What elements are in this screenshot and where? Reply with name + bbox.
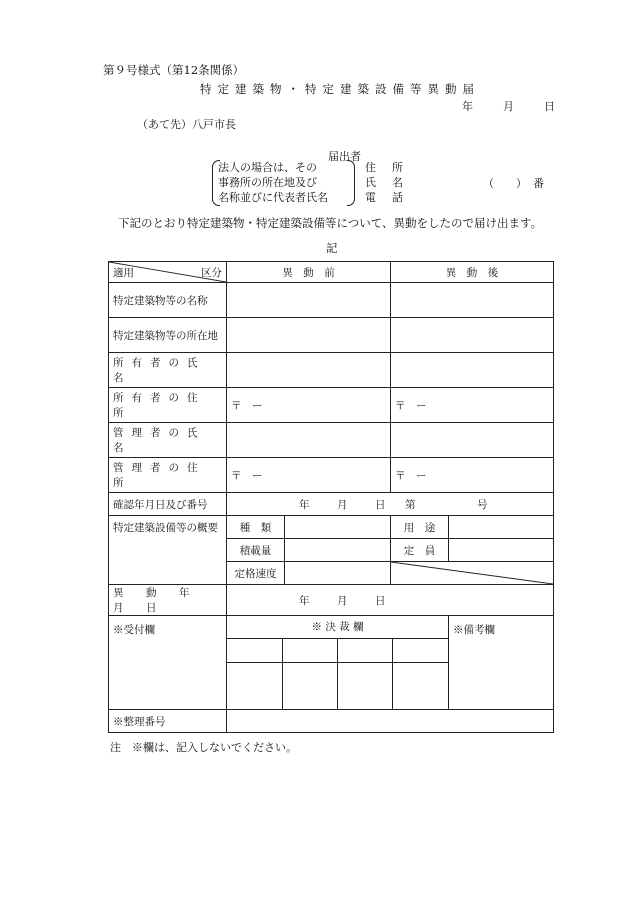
table-row bbox=[109, 283, 554, 318]
confirm-month: 月 bbox=[337, 498, 348, 511]
stamp-box bbox=[393, 638, 448, 662]
confirm-row bbox=[109, 493, 554, 516]
after-value[interactable] bbox=[391, 388, 554, 423]
before-value[interactable] bbox=[227, 353, 391, 388]
diagonal-line bbox=[391, 562, 553, 584]
before-value[interactable] bbox=[227, 388, 391, 423]
stamp-box bbox=[227, 638, 282, 662]
submission-date bbox=[462, 98, 555, 114]
remarks-label: ※備考欄 bbox=[453, 624, 495, 636]
equip-use-label: 用 途 bbox=[391, 516, 449, 539]
equip-use-value[interactable] bbox=[449, 516, 554, 539]
reception-cell bbox=[109, 616, 227, 710]
change-notification-table bbox=[108, 261, 554, 733]
footnote: 注 ※欄は、記入しないでください。 bbox=[110, 741, 297, 754]
date-month-label: 月 bbox=[503, 100, 514, 113]
change-day: 日 bbox=[375, 594, 386, 607]
row-label: 管理者の氏名 bbox=[109, 423, 227, 458]
equip-capacity-label: 定 員 bbox=[391, 539, 449, 562]
decision-label: ※ 決 裁 欄 bbox=[227, 616, 448, 638]
after-value[interactable] bbox=[391, 458, 554, 493]
equip-row-1 bbox=[109, 516, 554, 539]
after-value[interactable] bbox=[391, 423, 554, 458]
table-row bbox=[109, 353, 554, 388]
office-use-row bbox=[109, 616, 554, 710]
postal-mark: 〒 ー bbox=[231, 469, 263, 482]
table-header-row bbox=[109, 262, 554, 283]
change-date-row bbox=[109, 585, 554, 616]
form-number: 第９号様式（第12条関係） bbox=[103, 63, 245, 77]
equip-capacity-value[interactable] bbox=[449, 539, 554, 562]
remarks-cell bbox=[449, 616, 554, 710]
stamp-box bbox=[282, 638, 337, 662]
notifier-fields bbox=[365, 160, 419, 205]
before-value[interactable] bbox=[227, 318, 391, 353]
decision-grid bbox=[227, 616, 448, 709]
name-field-label: 氏名 bbox=[365, 176, 419, 189]
serial-label: ※整理番号 bbox=[109, 710, 227, 733]
equip-speed-label: 定格速度 bbox=[227, 562, 285, 585]
before-value[interactable] bbox=[227, 283, 391, 318]
corp-note-line: 法人の場合は、その bbox=[218, 161, 317, 174]
phone-paren: （ ） bbox=[483, 177, 527, 190]
confirm-go: 号 bbox=[477, 498, 488, 511]
confirm-value[interactable] bbox=[227, 493, 554, 516]
change-date-label: 異 動 年 月 日 bbox=[109, 585, 227, 616]
stamp-box bbox=[227, 662, 282, 709]
bracket-right bbox=[347, 160, 355, 206]
intro-text: 下記のとおり特定建築物・特定建築設備等について、異動をしたので届け出ます。 bbox=[118, 216, 543, 230]
postal-mark: 〒 ー bbox=[395, 469, 427, 482]
row-label: 所有者の氏名 bbox=[109, 353, 227, 388]
address-field-label: 住所 bbox=[365, 161, 419, 174]
equip-load-label: 積載量 bbox=[227, 539, 285, 562]
equip-blank-cell bbox=[391, 562, 554, 585]
confirm-label: 確認年月日及び番号 bbox=[109, 493, 227, 516]
equip-speed-value[interactable] bbox=[285, 562, 391, 585]
after-value[interactable] bbox=[391, 353, 554, 388]
addressee: （あて先）八戸市長 bbox=[137, 118, 236, 131]
equip-type-value[interactable] bbox=[285, 516, 391, 539]
table-row bbox=[109, 318, 554, 353]
table-row bbox=[109, 423, 554, 458]
after-value[interactable] bbox=[391, 318, 554, 353]
corp-note-line: 事務所の所在地及び bbox=[218, 176, 317, 189]
stamp-box bbox=[393, 662, 448, 709]
ki-heading: 記 bbox=[326, 241, 338, 255]
date-year-label: 年 bbox=[462, 100, 473, 113]
decision-cell bbox=[227, 616, 449, 710]
postal-mark: 〒 ー bbox=[231, 399, 263, 412]
phone-field-label: 電話 bbox=[365, 191, 419, 204]
equip-type-label: 種 類 bbox=[227, 516, 285, 539]
confirm-day: 日 bbox=[375, 498, 386, 511]
confirm-dai: 第 bbox=[405, 498, 416, 511]
change-date-value[interactable] bbox=[227, 585, 554, 616]
apply-label: 適用 bbox=[113, 267, 134, 279]
row-label: 特定建築物等の名称 bbox=[109, 283, 227, 318]
after-value[interactable] bbox=[391, 283, 554, 318]
row-label: 管理者の住所 bbox=[109, 458, 227, 493]
document-title: 特定建築物・特定建築設備等異動届 bbox=[200, 82, 480, 96]
serial-row bbox=[109, 710, 554, 733]
corp-note-line: 名称並びに代表者氏名 bbox=[218, 191, 328, 204]
stamp-box bbox=[338, 662, 393, 709]
table-row bbox=[109, 388, 554, 423]
reception-label: ※受付欄 bbox=[113, 624, 155, 636]
apply-category-cell bbox=[109, 262, 227, 283]
before-header: 異 動 前 bbox=[227, 262, 391, 283]
category-label: 区分 bbox=[201, 267, 222, 279]
ban-label: 番 bbox=[533, 177, 544, 190]
stamp-box bbox=[338, 638, 393, 662]
row-label: 特定建築物等の所在地 bbox=[109, 318, 227, 353]
before-value[interactable] bbox=[227, 458, 391, 493]
serial-value bbox=[227, 710, 554, 733]
confirm-year: 年 bbox=[299, 498, 310, 511]
row-label: 所有者の住所 bbox=[109, 388, 227, 423]
date-day-label: 日 bbox=[544, 100, 555, 113]
notifier-label: 届出者 bbox=[328, 150, 361, 163]
after-header: 異 動 後 bbox=[391, 262, 554, 283]
change-month: 月 bbox=[337, 594, 348, 607]
before-value[interactable] bbox=[227, 423, 391, 458]
postal-mark: 〒 ー bbox=[395, 399, 427, 412]
corporation-note bbox=[218, 160, 328, 205]
equip-load-value[interactable] bbox=[285, 539, 391, 562]
stamp-box bbox=[282, 662, 337, 709]
table-row bbox=[109, 458, 554, 493]
change-year: 年 bbox=[299, 594, 310, 607]
equip-label: 特定建築設備等の概要 bbox=[109, 516, 227, 585]
